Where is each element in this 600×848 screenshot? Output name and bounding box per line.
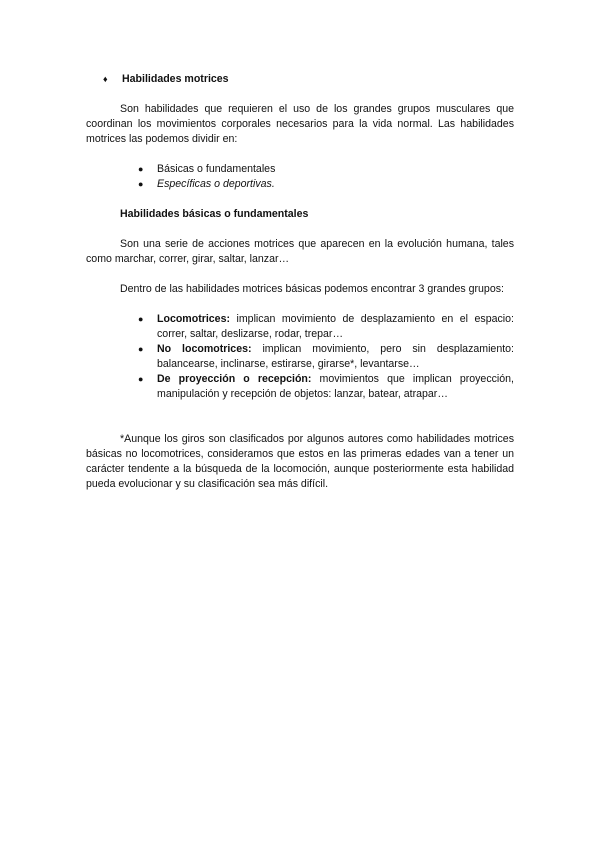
diamond-bullet-icon: ♦ [103,74,108,84]
document-body [86,72,514,492]
list-item [138,177,514,192]
group-description: movimientos que implican proyección, manipulación y recepción de objetos: lanzar, batear, atrapar… [157,373,514,400]
list-item [138,162,514,177]
basic-paragraph-1: Son una serie de acciones motrices que aparecen en la evolución humana, tales como marchar, correr, girar, saltar, lanzar… [86,238,514,265]
footnote-paragraph: *Aunque los giros son clasificados por algunos autores como habilidades motrices básicas no locomotrices, consideramos que estos en las primeras edades van a tener un carácter tendente a la búsqueda de la locomoción, aunque posteriormente esta habilidad pueda evolucionar y su clasificación sea más difícil. [86,433,514,490]
section-title: Habilidades motrices [122,73,229,85]
list-item [138,372,514,402]
group-term: De proyección o recepción: [157,373,312,385]
list-item [138,312,514,342]
list-item-label: Específicas o deportivas. [157,178,275,190]
list-item [138,342,514,372]
subsection-title: Habilidades básicas o fundamentales [120,208,309,220]
round-bullet-icon: ● [138,344,144,354]
round-bullet-icon: ● [138,314,144,324]
basic-paragraph-2: Dentro de las habilidades motrices básicas podemos encontrar 3 grandes grupos: [120,283,504,295]
round-bullet-icon: ● [138,179,144,189]
groups-list [86,312,514,402]
group-term: Locomotrices: [157,313,230,325]
list-item-label: Básicas o fundamentales [157,163,276,175]
section-heading [103,72,514,87]
group-description: implican movimiento, pero sin desplazamiento: balancearse, inclinarse, estirarse, girarse*, levantarse… [157,343,514,370]
skill-types-list [86,162,514,192]
round-bullet-icon: ● [138,374,144,384]
group-description: implican movimiento de desplazamiento en el espacio: correr, saltar, deslizarse, rodar, trepar… [157,313,514,340]
round-bullet-icon: ● [138,164,144,174]
group-term: No locomotrices: [157,343,252,355]
intro-paragraph: Son habilidades que requieren el uso de los grandes grupos musculares que coordinan los movimientos corporales necesarios para la vida normal. Las habilidades motrices las podemos dividir en: [86,103,514,145]
